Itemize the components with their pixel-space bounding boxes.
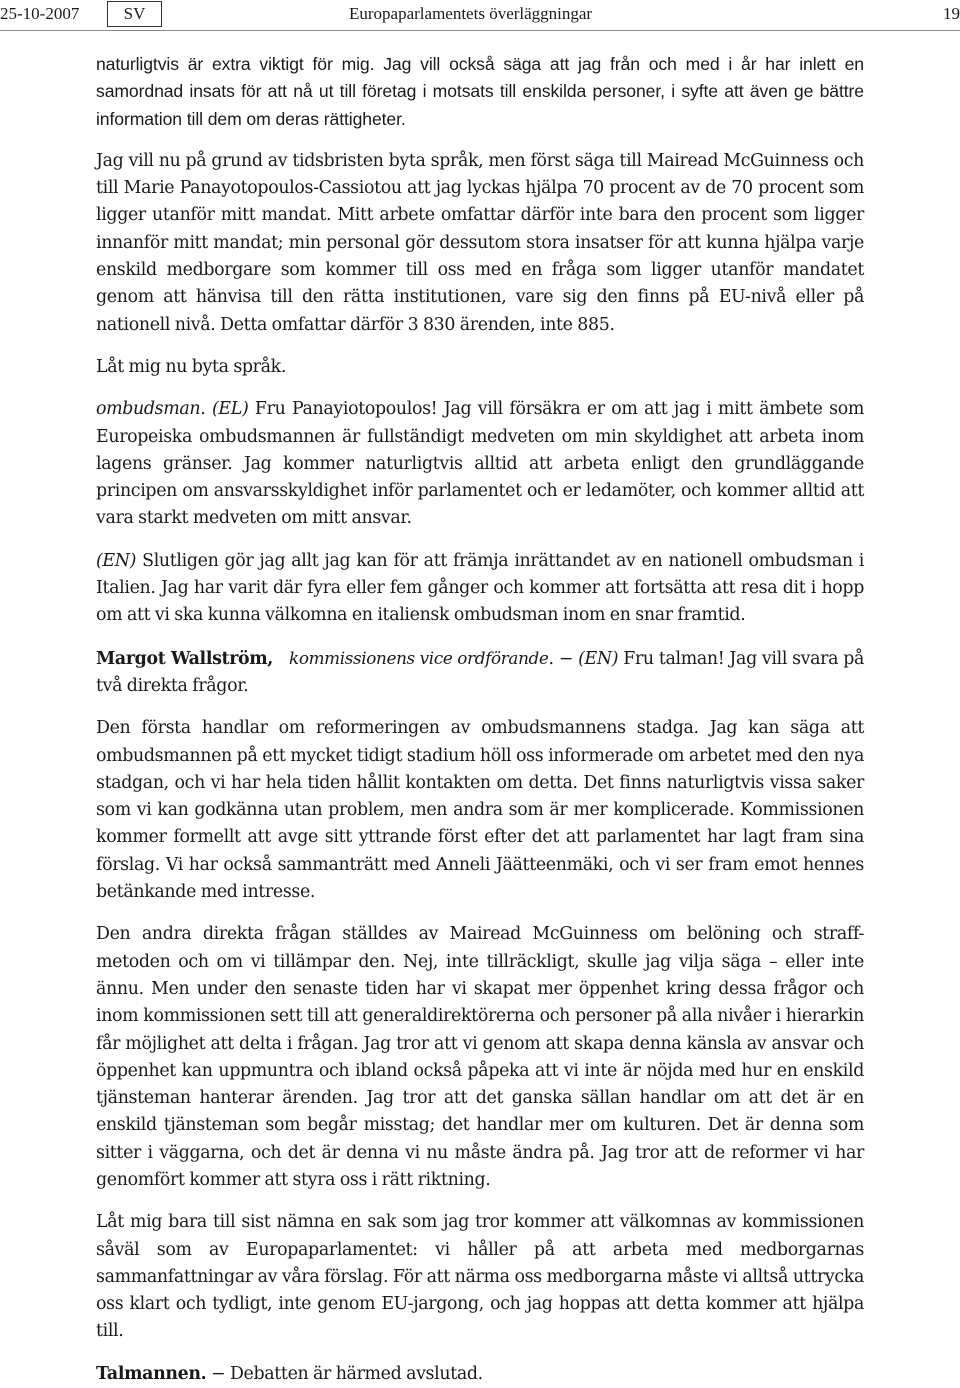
paragraph-10-text: Debatten är härmed avslutad. [229,1363,483,1384]
speaker-name: Talmannen. [96,1363,207,1384]
language-marker: (EN) [96,550,137,571]
page-number: 19 [943,4,960,23]
paragraph-5 [96,548,864,630]
speaker-dash: . − [548,648,573,669]
paragraph-6-text: Fru talman! Jag vill svara på två direkta frågor. [96,648,865,696]
speaker-dash: − [206,1363,230,1384]
paragraph-4-text: Fru Panayiotopoulos! Jag vill försäkra er om att jag i mitt ämbete som Europeiska ombudsmannen är fullständigt medveten om min skyldighet att arbeta inom lagens gränser. Jag kommer naturligtvis alltid att arbeta enligt den grundläggande principen om ansvarsskyldighet inför parlamentet och er ledamöter, och kommer alltid att vara starkt medveten om mitt ansvar. [96,399,864,529]
page-header [0,0,960,31]
speaker-label: ombudsman. [96,399,206,420]
paragraph-4 [96,396,864,532]
language-marker: (EL) [211,399,249,420]
header-date: 25-10-2007 [0,4,80,23]
paragraph-5-text: Slutligen gör jag allt jag kan för att främja inrättandet av en nationell ombudsman i Italien. Jag har varit där fyra eller fem gånger och kommer att fortsätta att resa dit i hopp om att vi ska kunna välkomna en italiensk ombudsman inom en snar framtid. [96,550,864,626]
paragraph-2: Jag vill nu på grund av tidsbristen byta språk, men först säga till Mairead McGuinness och till Marie Panayotopoulos-Cassiotou att jag lyckas hjälpa 70 procent av de 70 procent som ligger utanför mitt mandat. Mitt arbete omfattar därför inte bara den procent som ligger innanför mitt mandat; min personal gör dessutom stora insatser för att kunna hjälpa varje enskild medborgare som kommer till oss med en fråga som ligger utanför mandatet genom att hänvisa till den rätta institutionen, vare sig den finns på EU-nivå eller på nationell nivå. Detta omfattar därför 3 830 ärenden, inte 885. [96,150,864,335]
paragraph-1: naturligtvis är extra viktigt för mig. Jag vill också säga att jag från och med i år har inlett en samordnad insats för att nå ut till företag i motsats till enskilda personer, i syfte att även ge bättre information till dem om deras rättigheter. [96,54,864,129]
paragraph-9: Låt mig bara till sist nämna en sak som jag tror kommer att välkomnas av kommissionen såväl som av Europaparlamentet: vi håller på att arbeta med medborgarnas sammanfattningar av våra förslag. För att närma oss medborgarna måste vi alltså uttrycka oss klart och tydligt, inte genom EU-jargong, och jag hoppas att detta kommer att hjälpa till. [96,1212,864,1342]
paragraph-10 [96,1361,864,1388]
paragraph-8: Den andra direkta frågan ställdes av Mairead McGuinness om belöning och straff-metoden och om vi tillämpar den. Nej, inte tillräckligt, skulle jag vilja säga – eller inte ännu. Men under den senaste tiden har vi skapat mer öppenhet kring dessa frågor och inom kommissionen sett till att generaldirektörerna och personer på alla nivåer i hierarkin får möjlighet att delta i frågan. Jag tror att vi genom att skapa denna känsla av ansvar och öppenhet kan uppmuntra och ibland också påpeka att vi inte är nöjda med hur en enskild tjänsteman hanterar ärenden. Jag tror att det ganska sällan handlar om att det är en enskild tjänsteman som begår misstag; det handlar mer om kulturen. Det är denna som sitter i väggarna, och det är denna vi nu måste ändra på. Jag tror att de reformer vi har genomfört kommer att styra oss i rätt riktning. [96,924,864,1190]
header-title: Europaparlamentets överläggningar [349,4,593,23]
paragraph-7: Den första handlar om reformeringen av ombudsmannens stadga. Jag kan säga att ombudsmannen på ett mycket tidigt stadium höll oss informerade om arbetet med den nya stadgan, och vi har hela tiden hållit kontakten om detta. Det finns naturligtvis vissa saker som vi kan godkänna utan problem, men andra som är mer komplicerade. Kommissionen kommer formellt att avge sitt yttrande först efter det att parlamentet har lagt fram sina förslag. Vi har också sammanträtt med Anneli Jäätteenmäki, och vi ser fram emot hennes betänkande med intresse. [96,718,864,903]
speaker-name: Margot Wallström, [96,648,274,669]
speaker-role: kommissionens vice ordförande [289,647,549,668]
language-marker: (EN) [578,648,619,669]
language-code-box: SV [107,1,162,27]
paragraph-3: Låt mig nu byta språk. [96,356,287,377]
document-body [96,51,864,1388]
paragraph-6 [96,645,864,701]
